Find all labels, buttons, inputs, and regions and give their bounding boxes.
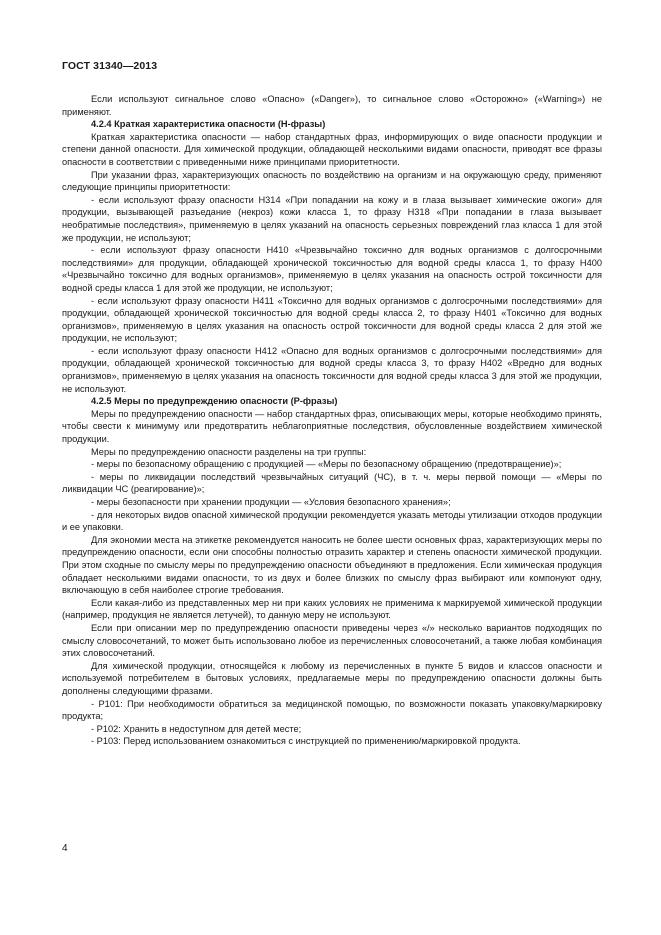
- list-item: - меры по безопасному обращению с продукцией — «Меры по безопасному обращению (предотвращение)»;: [91, 459, 562, 470]
- section-heading-4-2-5: 4.2.5 Меры по предупреждению опасности (Р-фразы): [91, 396, 338, 407]
- paragraph: При указании фраз, характеризующих опасность по воздействию на организм и на окружающую среду, применяют следующие принципы приоритетности:: [62, 169, 602, 193]
- list-item: - если используют фразу опасности Н314 «При попадании на кожу и в глаза вызывает химические ожоги» для продукции, вызывающей разъедание (некроз) кожи класса 1, то фразу Н318 «При попадании в глаза вызывает необратимые последствия», применяемую в целях указаний на опасность серьезных повреждений глаз класса 1 для этой же продукции, не используют;: [62, 194, 602, 243]
- list-item: - Р101: При необходимости обратиться за медицинской помощью, по возможности показать упаковку/маркировку продукта;: [62, 698, 602, 722]
- list-item: - меры по ликвидации последствий чрезвычайных ситуаций (ЧС), в т. ч. меры первой помощи — «Меры по ликвидации ЧС (реагирование)»;: [62, 471, 602, 495]
- document-body: [62, 93, 602, 748]
- list-item: - Р102: Хранить в недоступном для детей месте;: [91, 723, 302, 734]
- page-number: 4: [62, 843, 68, 854]
- paragraph: Меры по предупреждению опасности — набор стандартных фраз, описывающих меры, которые необходимо принять, чтобы свести к минимуму или предотвратить неблагоприятные последствия, обусловленные воздействием химической продукции.: [62, 408, 602, 445]
- paragraph: Для экономии места на этикетке рекомендуется наносить не более шести основных фраз, характеризующих меры по предупреждению опасности, если они способны полностью отразить характер и степень опасности химической продукции. При этом сходные по смыслу меры по предупреждению опасности объединяют в предложения. Если химическая продукция обладает несколькими видами опасности, то из двух и более близких по смыслу фраз выбирают или компонуют одну, включающую в себя наиболее строгие требования.: [62, 534, 602, 596]
- list-item: - для некоторых видов опасной химической продукции рекомендуется указать методы утилизации отходов продукции и ее упаковки.: [62, 509, 602, 533]
- paragraph: Если при описании мер по предупреждению опасности приведены через «/» несколько вариантов подходящих по смыслу словосочетаний, то может быть использовано любое из перечисленных словосочетаний, а также любая комбинация этих словосочетаний.: [62, 622, 602, 659]
- list-item: - Р103: Перед использованием ознакомиться с инструкцией по применению/маркировкой продукта.: [91, 736, 521, 747]
- paragraph: Меры по предупреждению опасности разделены на три группы:: [91, 446, 367, 457]
- paragraph: Краткая характеристика опасности — набор стандартных фраз, информирующих о виде опасности продукции и степени данной опасности. Для химической продукции, обладающей несколькими видами опасности, приводят все фразы опасности в соответствии с приведенными ниже принципами приоритетности.: [62, 131, 602, 167]
- list-item: - если используют фразу опасности Н412 «Опасно для водных организмов с долгосрочными последствиями» для продукции, обладающей хронической токсичностью для водной среды класса 3, то фразу Н402 «Вредно для водных организмов», применяемую в целях указания на опасность токсичности для водной среды класса 3 для этой же продукции, не используют.: [62, 345, 602, 394]
- paragraph: Если какая-либо из представленных мер ни при каких условиях не применима к маркируемой химической продукции (например, продукция не является летучей), то данную меру не используют.: [62, 597, 602, 621]
- list-item: - меры безопасности при хранении продукции — «Условия безопасного хранения»;: [91, 497, 451, 507]
- list-item: - если используют фразу опасности Н410 «Чрезвычайно токсично для водных организмов с долгосрочными последствиями» для продукции, обладающей хронической токсичностью для водной среды класса 1, то фразу Н400 «Чрезвычайно токсично для водных организмов», применяемую в целях указания на опасность острой токсичности для водной среды класса 1 для этой же продукции, не используют;: [62, 245, 602, 293]
- paragraph-signal-word: Если используют сигнальное слово «Опасно» («Danger»), то сигнальное слово «Осторожно» («Warning») не применяют.: [62, 94, 602, 117]
- list-item: - если используют фразу опасности Н411 «Токсично для водных организмов с долгосрочными последствиями» для продукции, обладающей хронической токсичностью для водной среды класса 2, то фразу Н401 «Токсично для водных организмов», применяемую в целях указания на опасность острой токсичности для водной среды класса 2 для этой же продукции, не используют;: [62, 295, 602, 344]
- section-heading-4-2-4: 4.2.4 Краткая характеристика опасности (Н-фразы): [91, 119, 326, 130]
- document-header: ГОСТ 31340—2013: [62, 60, 158, 72]
- paragraph: Для химической продукции, относящейся к любому из перечисленных в пункте 5 видов и классов опасности и используемой потребителем в бытовых условиях, предлагаемые меры по предупреждению опасности должны быть дополнены следующими фразами.: [62, 660, 602, 696]
